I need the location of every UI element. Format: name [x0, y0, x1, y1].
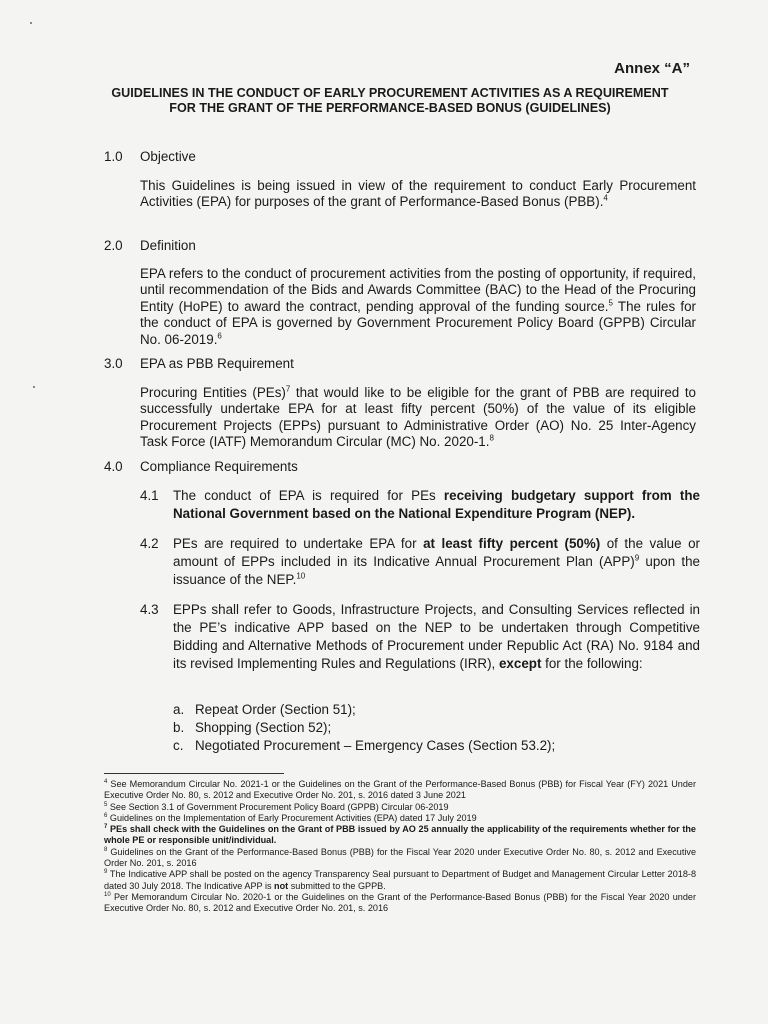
footnote-ref: 6: [217, 331, 222, 341]
footnote-ref: 8: [489, 433, 494, 443]
epa-pbb-paragraph: [140, 385, 696, 451]
text-run: EPPs shall refer to Goods, Infrastructure Projects, and Consulting Services reflected in the PE’s indicative APP based on the NEP to be undertaken through Competitive Bidding and Alternative Methods of Procurement under Republic Act (RA) No. 9184 and its revised Implementing Rules and Regulations (IRR),: [173, 602, 700, 671]
footnote-ref: 9: [634, 553, 640, 563]
section-definition-heading: [104, 238, 196, 253]
footnote-ref: 5: [608, 298, 613, 308]
subsection-number: 4.2: [140, 536, 159, 551]
paragraph-text: Procuring Entities (PEs): [140, 385, 286, 400]
exception-list-item: [173, 702, 356, 717]
footnote-number: 7: [104, 824, 108, 831]
text-run-bold: except: [498, 656, 542, 671]
footnote-4: [104, 779, 696, 802]
footnote-text: submitted to the GPPB.: [288, 880, 386, 891]
footnote-ref: 4: [603, 193, 608, 203]
section-title: EPA as PBB Requirement: [140, 356, 294, 371]
exception-list-item: [173, 738, 555, 753]
footnote-number: 6: [104, 812, 108, 819]
subsection-4-2: [140, 535, 700, 589]
footnote-number: 4: [104, 778, 108, 785]
subsection-4-3: [140, 601, 700, 673]
footnote-ref: 10: [296, 571, 306, 581]
list-text: Shopping (Section 52);: [195, 720, 332, 735]
list-letter: c.: [173, 738, 184, 753]
footnote-number: 9: [104, 869, 108, 876]
list-text: Negotiated Procurement – Emergency Cases (Section 53.2);: [195, 738, 556, 753]
text-run: The conduct of EPA is required for PEs: [173, 488, 444, 503]
list-text: Repeat Order (Section 51);: [195, 702, 356, 717]
objective-paragraph: [140, 178, 696, 211]
document-title: GUIDELINES IN THE CONDUCT OF EARLY PROCUREMENT ACTIVITIES AS A REQUIREMENT FOR THE GRANT OF THE PERFORMANCE-BASED BONUS (GUIDELINES): [111, 86, 669, 115]
footnote-number: 10: [104, 891, 111, 898]
text-run: of the value or amount of EPPs included in its Indicative Annual Procurement Plan (APP): [173, 536, 700, 569]
footnote-separator: [104, 773, 284, 774]
footnote-text: PEs shall check with the Guidelines on the Grant of PBB issued by AO 25 annually the applicability of the requirements whether for the whole PE or responsible unit/individual.: [104, 824, 696, 846]
annex-label: Annex “A”: [614, 60, 690, 77]
footnote-8: [104, 847, 696, 870]
subsection-number: 4.3: [140, 602, 159, 617]
section-objective-heading: [104, 149, 196, 164]
list-letter: a.: [173, 702, 185, 717]
footnote-text: Guidelines on the Grant of the Performance-Based Bonus (PBB) for the Fiscal Year 2020 under Executive Order No. 80, s. 2012 and Executive Order No. 201, s. 2016: [104, 846, 696, 869]
section-epa-pbb-heading: [104, 356, 294, 371]
text-run: PEs are required to undertake EPA for: [173, 536, 424, 551]
section-number: 3.0: [104, 356, 123, 371]
footnote-10: [104, 892, 696, 915]
exception-list-item: [173, 720, 331, 735]
subsection-text: [173, 601, 700, 673]
definition-paragraph: [140, 266, 696, 348]
text-run: for the following:: [541, 656, 643, 671]
footnote-text: Per Memorandum Circular No. 2020-1 or the Guidelines on the Grant of the Performance-Based Bonus (PBB) for the Fiscal Year 2020 under Executive Order No. 80, s. 2012 and Executive Order No. 201, s. 2016: [104, 891, 696, 914]
text-run-bold: at least fifty percent (50%): [423, 536, 601, 551]
subsection-4-1: [140, 487, 700, 523]
footnote-ref: 7: [285, 384, 291, 394]
paragraph-text: that would like to be eligible for the grant of PBB are required to successfully undertake EPA for at least fifty percent (50%) of the value of its eligible Procurement Projects (EPPs) pursuant to Administrative Order (AO) No. 25 Inter-Agency Task Force (IATF) Memorandum Circular (MC) No. 2020-1.: [140, 385, 696, 450]
footnote-text: See Memorandum Circular No. 2021-1 or the Guidelines on the Grant of the Performance-Based Bonus (PBB) for Fiscal Year (FY) 2021 Under Executive Order No. 80, s. 2012 and Executive Order No. 201, s. 2016 dated 3 June 2021: [104, 779, 696, 801]
section-number: 1.0: [104, 149, 123, 164]
footnote-text: Guidelines on the Implementation of Early Procurement Activities (EPA) dated 17 July 2019: [107, 812, 477, 823]
section-title: Definition: [140, 238, 196, 253]
footnote-6: [104, 813, 696, 824]
footnotes: [104, 779, 696, 915]
footnote-text: See Section 3.1 of Government Procurement Policy Board (GPPB) Circular 06-2019: [107, 801, 449, 812]
scan-speck: [33, 386, 35, 388]
section-title: Compliance Requirements: [140, 459, 298, 474]
text-run-bold: receiving budgetary support from the National Government based on the National Expenditure Program (NEP).: [173, 488, 700, 521]
subsection-text: [173, 535, 700, 589]
list-letter: b.: [173, 720, 185, 735]
footnote-number: 5: [104, 801, 108, 808]
section-title: Objective: [140, 149, 196, 164]
paragraph-text: This Guidelines is being issued in view of the requirement to conduct Early Procurement Activities (EPA) for purposes of the grant of Performance-Based Bonus (PBB).: [140, 178, 696, 210]
text-run: upon the issuance of the NEP.: [173, 554, 700, 587]
footnote-text-bold: not: [274, 880, 289, 891]
footnote-7: [104, 824, 696, 847]
section-number: 4.0: [104, 459, 123, 474]
paragraph-text: EPA refers to the conduct of procurement activities from the posting of opportunity, if required, until recommendation of the Bids and Awards Committee (BAC) to the Head of the Procuring Entity (HoPE) to award the contract, pending approval of the funding source.: [140, 266, 696, 314]
section-number: 2.0: [104, 238, 123, 253]
section-compliance-heading: [104, 459, 298, 474]
scan-speck: [30, 22, 32, 24]
subsection-number: 4.1: [140, 488, 159, 503]
paragraph-text: The rules for the conduct of EPA is governed by Government Procurement Policy Board (GPPB) Circular No. 06-2019.: [140, 298, 696, 347]
subsection-text: [173, 487, 700, 523]
footnote-number: 8: [104, 846, 108, 853]
footnote-text: The Indicative APP shall be posted on the agency Transparency Seal pursuant to Department of Budget and Management Circular Letter 2018-8 dated 30 July 2018. The Indicative APP is: [104, 869, 696, 891]
footnote-9: [104, 869, 696, 892]
footnote-5: [104, 802, 696, 813]
